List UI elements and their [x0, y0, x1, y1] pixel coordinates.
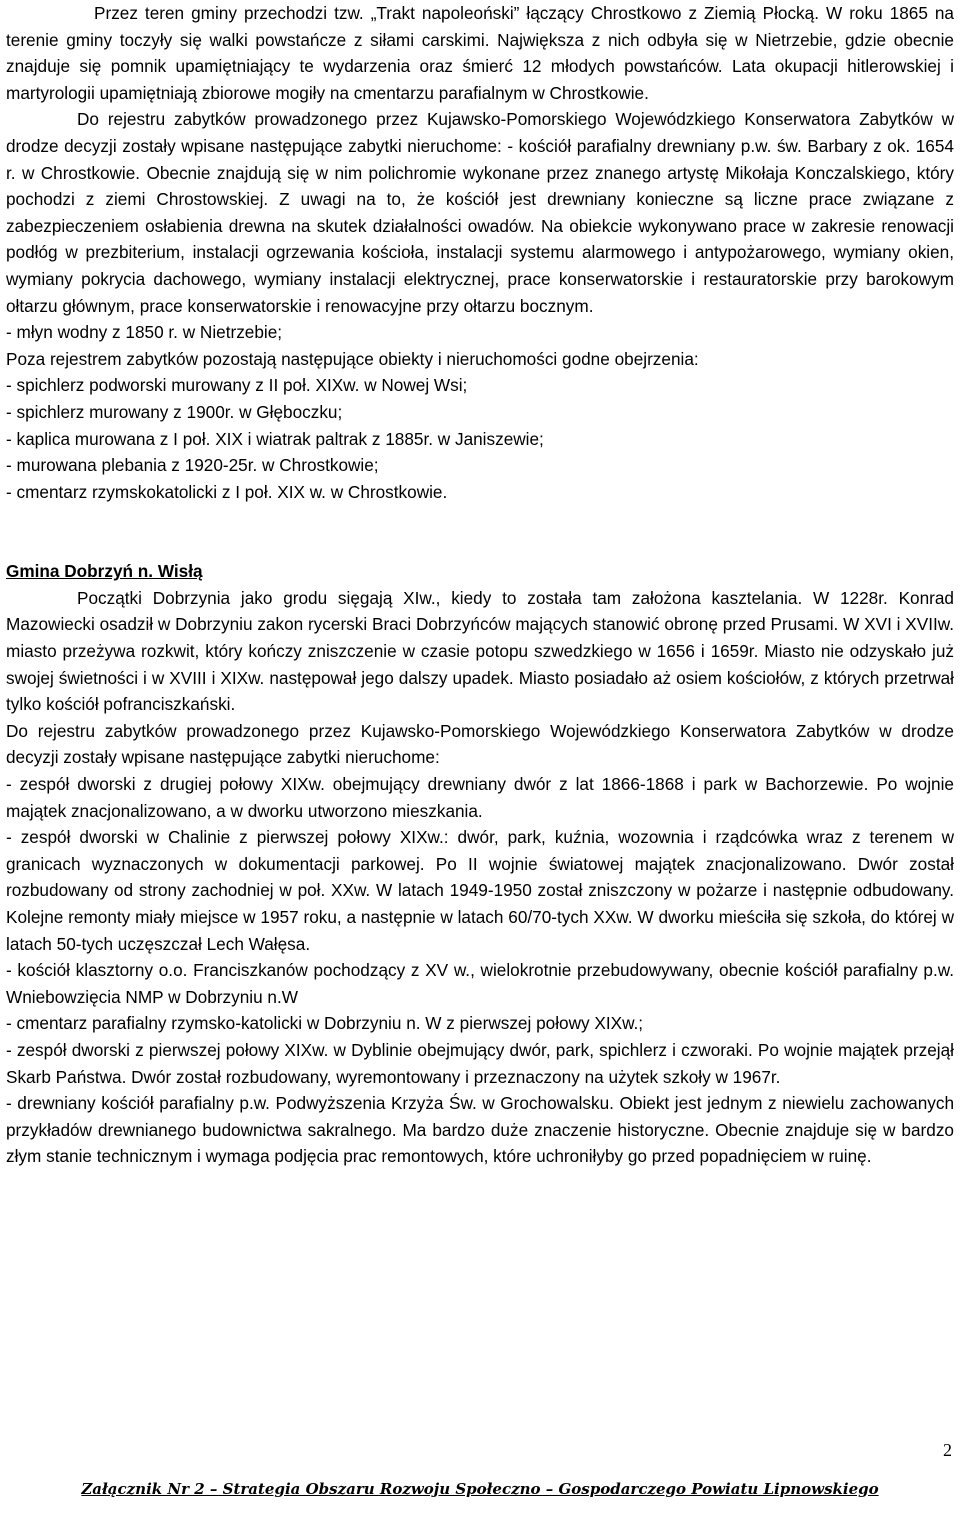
page-number: 2: [943, 1440, 952, 1460]
paragraph-trakt-napoleonski: Przez teren gminy przechodzi tzw. „Trakt napoleoński” łączący Chrostkowo z Ziemią Płocką. W roku 1865 na terenie gminy toczyły się walki powstańcze z siłami carskimi. Największa z nich odbyła się w Nietrzebie, gdzie obecnie znajduje się pomnik upamiętniający te wydarzenia oraz śmierć 12 młodych powstańców. Lata okupacji hitlerowskiej i martyrologii upamiętniają zbiorowe mogiły na cmentarzu parafialnym w Chrostkowie.: [6, 3, 954, 103]
section-spacer: [6, 505, 954, 558]
page-footer: Załącznik Nr 2 – Strategia Obszaru Rozwoju Społeczno – Gospodarczego Powiatu Lipnowskiego: [81, 1480, 879, 1498]
paragraph-outside-register: Poza rejestrem zabytków pozostają następujące obiekty i nieruchomości godne obejrzenia:: [6, 348, 699, 369]
list-item: - murowana plebania z 1920-25r. w Chrostkowie;: [6, 455, 379, 476]
list-item: - cmentarz parafialny rzymsko-katolicki w Dobrzyniu n. W z pierwszej połowy XIXw.;: [6, 1013, 644, 1034]
paragraph-dobrzyn-history: Początki Dobrzynia jako grodu sięgają XIw., kiedy to została tam założona kasztelania. W 1228r. Konrad Mazowiecki osadził w Dobrzyniu zakon rycerski Braci Dobrzyńców mających stanowić obronę przed Prusami. W XVI i XVIIw. miasto przeżywa rozkwit, który kończy zniszczenie w czasie potopu szwedzkiego w 1656 i 1659r. Miasto nie odzyskało już swojej świetności i w XVIII i XIXw. następował jego dalszy upadek. Miasto posiadało aż osiem kościołów, z których przetrwał tylko kościół pofranciszkański.: [6, 587, 954, 715]
list-item: - cmentarz rzymskokatolicki z I poł. XIX w. w Chrostkowie.: [6, 481, 448, 502]
registered-monuments-list: [6, 319, 954, 346]
list-item: - spichlerz murowany z 1900r. w Głęboczku;: [6, 401, 343, 422]
other-objects-list: [6, 372, 954, 505]
paragraph-register-dobrzyn: Do rejestru zabytków prowadzonego przez Kujawsko-Pomorskiego Wojewódzkiego Konserwatora Zabytków w drodze decyzji zostały wpisane następujące zabytki nieruchome:: [6, 720, 954, 768]
section-heading-dobrzyn: Gmina Dobrzyń n. Wisłą: [6, 561, 203, 582]
list-item: - spichlerz podworski murowany z II poł. XIXw. w Nowej Wsi;: [6, 375, 468, 396]
paragraph-register-chrostkowo: Do rejestru zabytków prowadzonego przez Kujawsko-Pomorskiego Wojewódzkiego Konserwatora Zabytków w drodze decyzji zostały wpisane następujące zabytki nieruchome: - kościół parafialny drewniany p.w. św. Barbary z ok. 1654 r. w Chrostkowie. Obecnie znajdują się w nim polichromie wykonane przez znanego artystę Mikołaja Konczalskiego, który pochodzi z ziemi Chrostowskiej. Z uwagi na to, że kościół jest drewniany konieczne są liczne prace związane z zabezpieczeniem osłabienia drewna na skutek działalności owadów. Na obiekcie wykonywano prace w zakresie renowacji podłóg w prezbiterium, instalacji ogrzewania kościoła, instalacji systemu alarmowego i antypożarowego, wymiany okien, wymiany pokrycia dachowego, wymiany instalacji elektrycznej, prace konserwatorskie i restauratorskie przy barokowym ołtarzu głównym, prace konserwatorskie i renowacyjne przy ołtarzu bocznym.: [6, 109, 954, 316]
list-item: - zespół dworski z drugiej połowy XIXw. obejmujący drewniany dwór z lat 1866-1868 i park w Bachorzewie. Po wojnie majątek znacjonalizowano, a w dworku utworzono mieszkania.: [6, 774, 954, 821]
list-item: - drewniany kościół parafialny p.w. Podwyższenia Krzyża Św. w Grochowalsku. Obiekt jest jednym z niewielu zachowanych przykładów drewnianego budownictwa sakralnego. Ma bardzo duże znaczenie historyczne. Obecnie znajduje się w bardzo złym stanie technicznym i wymaga podjęcia prac remontowych, które uchroniłyby go przed popadnięciem w ruinę.: [6, 1093, 954, 1167]
list-item: - kaplica murowana z I poł. XIX i wiatrak paltrak z 1885r. w Janiszewie;: [6, 428, 544, 449]
list-item: - zespół dworski z pierwszej połowy XIXw. w Dyblinie obejmujący dwór, park, spichlerz i czworaki. Po wojnie majątek przejął Skarb Państwa. Dwór został rozbudowany, wyremontowany i przeznaczony na użytek szkoły w 1967r.: [6, 1039, 954, 1087]
list-item: - zespół dworski w Chalinie z pierwszej połowy XIXw.: dwór, park, kuźnia, wozownia i rządcówka wraz z terenem w granicach wyznaczonych w dokumentacji parkowej. Po II wojnie światowej majątek znacjonalizowano. Dwór został rozbudowany od strony zachodniej w poł. XXw. W latach 1949-1950 został zniszczony w pożarze i następnie odbudowany. Kolejne remonty miały miejsce w 1957 roku, a następnie w latach 60/70-tych XXw. W dworku mieściła się szkoła, do której w latach 50-tych uczęszczał Lech Wałęsa.: [6, 827, 954, 954]
list-item: - kościół klasztorny o.o. Franciszkanów pochodzący z XV w., wielokrotnie przebudowywany, obecnie kościół parafialny p.w. Wniebowzięcia NMP w Dobrzyniu n.W: [6, 960, 954, 1007]
document-page: [6, 0, 954, 1170]
list-item: - młyn wodny z 1850 r. w Nietrzebie;: [6, 322, 283, 343]
